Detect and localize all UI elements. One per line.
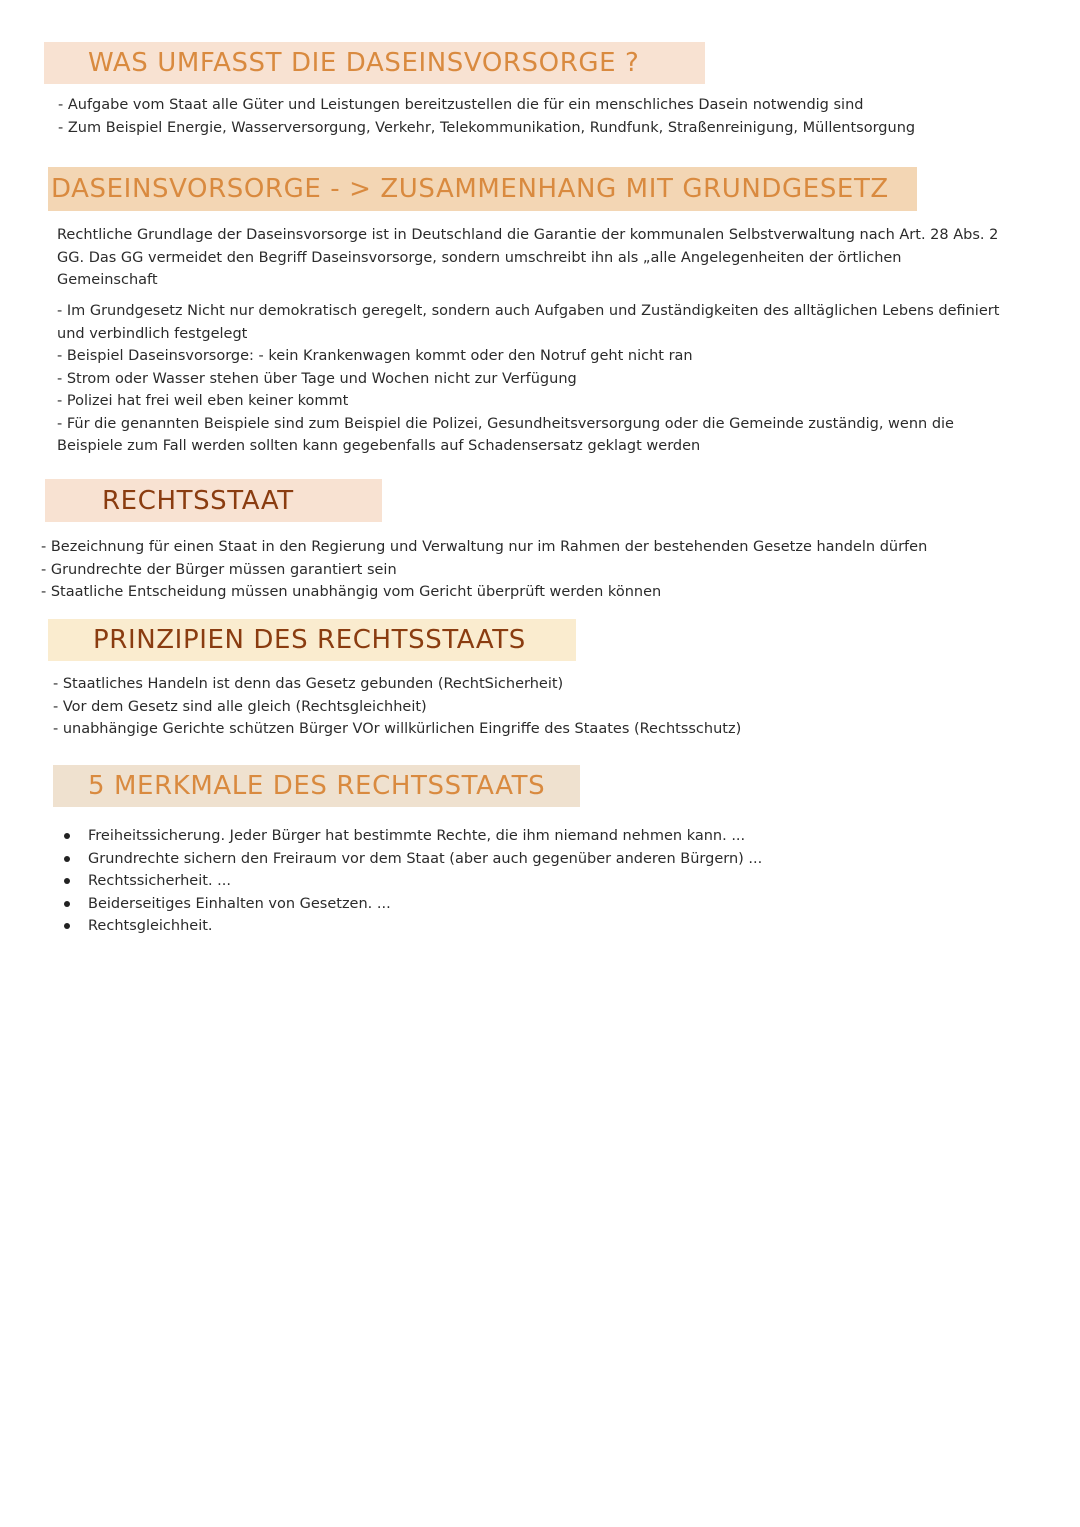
section-header-grundgesetz <box>48 167 917 211</box>
text-line: - Staatliches Handeln ist denn das Gesetz gebunden (RechtSicherheit) <box>53 676 564 692</box>
text-line: - Staatliche Entscheidung müssen unabhängig vom Gericht überprüft werden können <box>41 584 662 600</box>
merkmale-list <box>61 825 762 938</box>
section-body-prinzipien <box>53 673 741 741</box>
section-header-merkmale <box>53 765 580 807</box>
text-line: und verbindlich festgelegt <box>57 325 248 342</box>
list-item: Freiheitssicherung. Jeder Bürger hat bestimmte Rechte, die ihm niemand nehmen kann. ... <box>61 825 762 848</box>
section-body-rechtsstaat <box>41 536 927 604</box>
text-line: Beispiele zum Fall werden sollten kann gegebenfalls auf Schadensersatz geklagt werden <box>57 438 701 454</box>
list-item: Rechtsgleichheit. <box>61 915 762 938</box>
text-line: GG. Das GG vermeidet den Begriff Daseinsvorsorge, sondern umschreibt ihn als „alle Angelegenheiten der örtlichen <box>57 249 902 266</box>
text-line: - Polizei hat frei weil eben keiner kommt <box>57 393 349 409</box>
list-item: Beiderseitiges Einhalten von Gesetzen. ... <box>61 893 762 916</box>
list-item: Grundrechte sichern den Freiraum vor dem Staat (aber auch gegenüber anderen Bürgern) ... <box>61 848 762 871</box>
section-header-daseinsvorsorge <box>44 42 705 84</box>
list-item: Rechtssicherheit. ... <box>61 870 762 893</box>
section-body-grundgesetz <box>57 300 999 458</box>
section-title: RECHTSSTAAT <box>102 485 294 516</box>
section-body-daseinsvorsorge <box>58 94 915 139</box>
section-title: PRINZIPIEN DES RECHTSSTAATS <box>93 625 526 655</box>
text-line: - Vor dem Gesetz sind alle gleich (Rechtsgleichheit) <box>53 698 427 715</box>
text-line: - Beispiel Daseinsvorsorge: - kein Krankenwagen kommt oder den Notruf geht nicht ran <box>57 348 693 364</box>
text-line: - Aufgabe vom Staat alle Güter und Leistungen bereitzustellen die für ein menschliches Dasein notwendig sind <box>58 97 864 113</box>
text-line: - Für die genannten Beispiele sind zum Beispiel die Polizei, Gesundheitsversorgung oder die Gemeinde zuständig, wenn die <box>57 415 954 432</box>
text-line: - Strom oder Wasser stehen über Tage und Wochen nicht zur Verfügung <box>57 370 577 387</box>
section-title: 5 MERKMALE DES RECHTSSTAATS <box>88 771 546 801</box>
text-line: Gemeinschaft <box>57 272 158 288</box>
text-line: - unabhängige Gerichte schützen Bürger VOr willkürlichen Eingriffe des Staates (Rechtsschutz) <box>53 721 742 737</box>
text-line: - Zum Beispiel Energie, Wasserversorgung, Verkehr, Telekommunikation, Rundfunk, Straßenreinigung, Müllentsorgung <box>58 119 916 136</box>
section-title: DASEINSVORSORGE - > ZUSAMMENHANG MIT GRUNDGESETZ <box>51 174 889 204</box>
section-intro-grundgesetz <box>57 224 998 292</box>
section-title: WAS UMFASST DIE DASEINSVORSORGE ? <box>88 48 640 78</box>
section-header-prinzipien <box>48 619 576 661</box>
text-line: - Grundrechte der Bürger müssen garantiert sein <box>41 561 397 578</box>
text-line: Rechtliche Grundlage der Daseinsvorsorge ist in Deutschland die Garantie der kommunalen Selbstverwaltung nach Art. 28 Abs. 2 <box>57 227 999 243</box>
text-line: - Im Grundgesetz Nicht nur demokratisch geregelt, sondern auch Aufgaben und Zuständigkeiten des alltäglichen Lebens definiert <box>57 303 1000 319</box>
section-header-rechtsstaat <box>45 479 382 522</box>
section-body-merkmale <box>61 825 762 938</box>
text-line: - Bezeichnung für einen Staat in den Regierung und Verwaltung nur im Rahmen der bestehenden Gesetze handeln dürfen <box>41 539 928 555</box>
